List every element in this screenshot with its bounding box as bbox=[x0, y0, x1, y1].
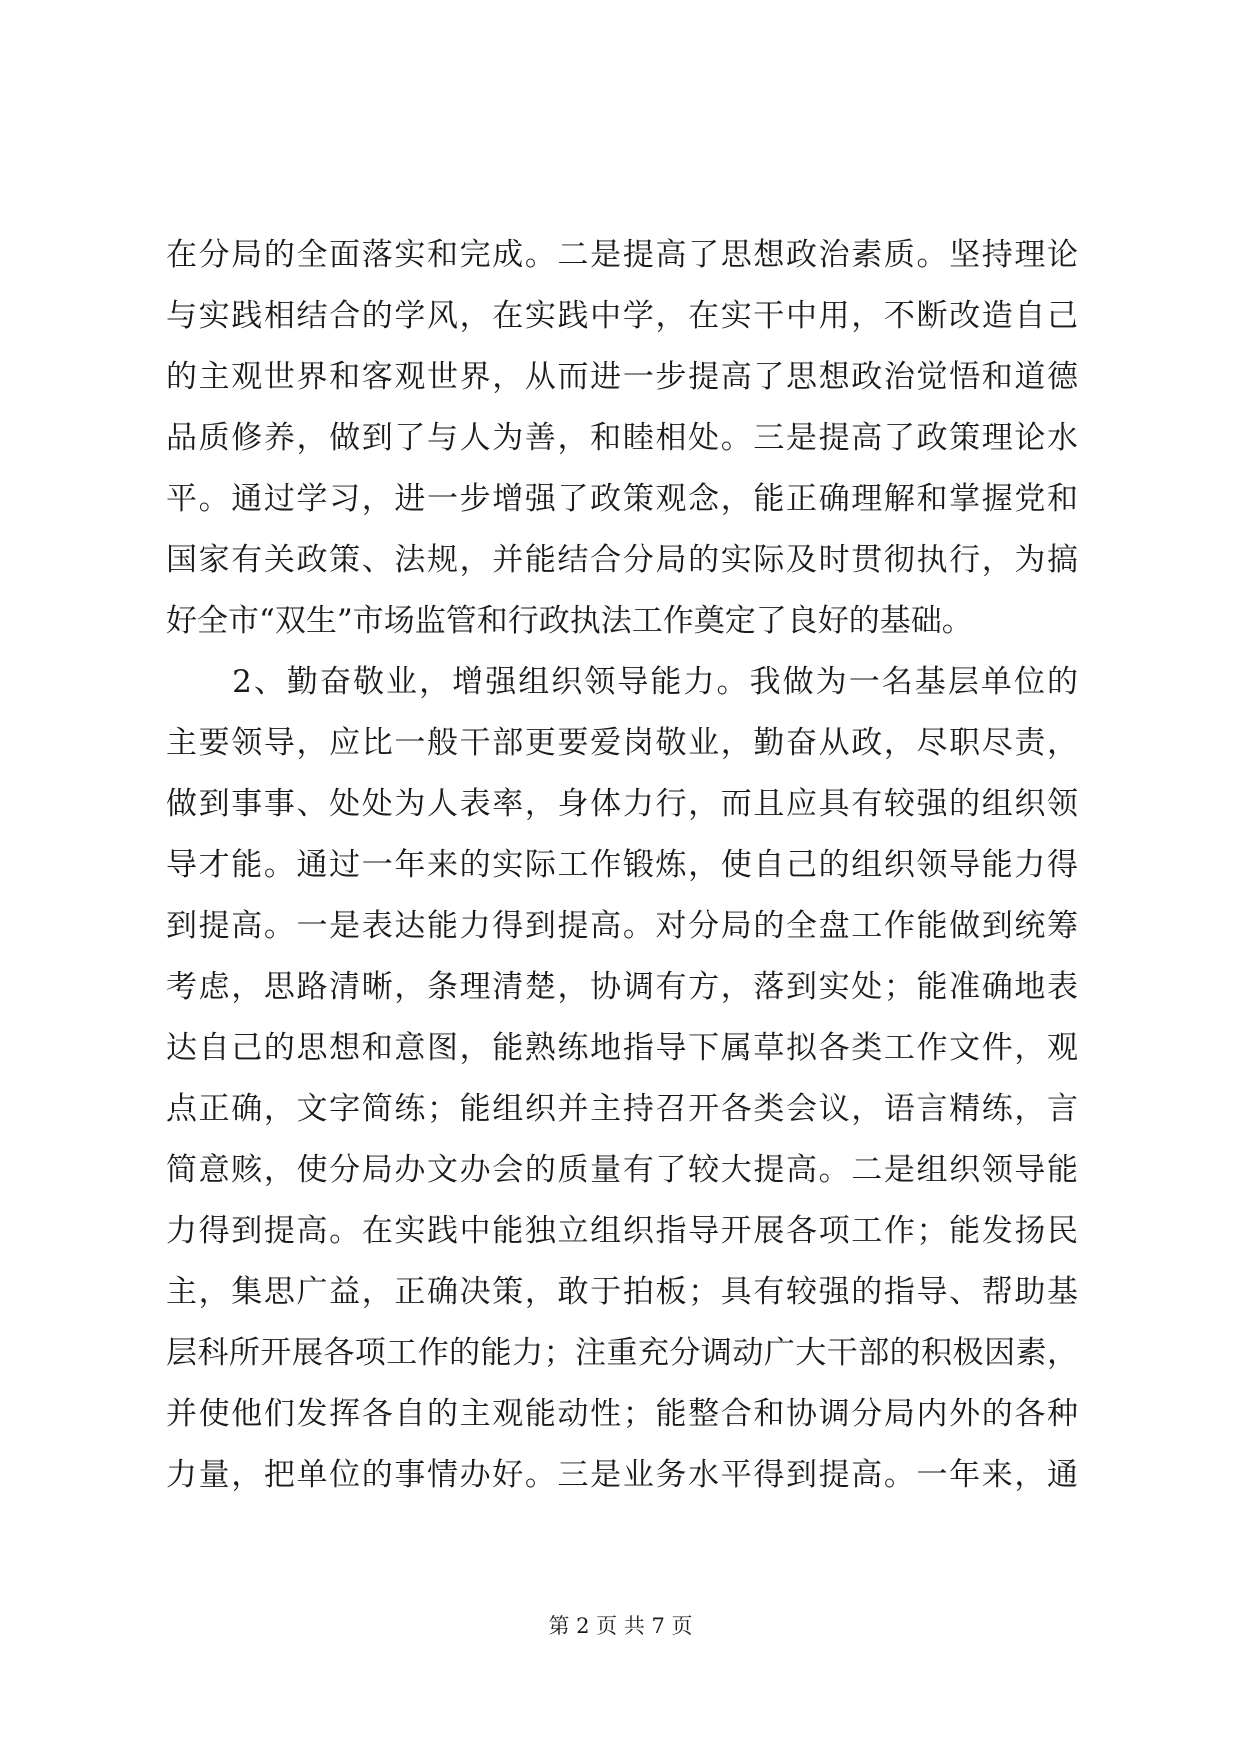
text-line: 品质修养，做到了与人为善，和睦相处。三是提高了政策理论水 bbox=[166, 420, 1078, 456]
text-line: 导才能。通过一年来的实际工作锻炼，使自己的组织领导能力得 bbox=[166, 847, 1078, 883]
text-line: 做到事事、处处为人表率，身体力行，而且应具有较强的组织领 bbox=[166, 786, 1078, 822]
text-line: 主，集思广益，正确决策，敢于拍板；具有较强的指导、帮助基 bbox=[166, 1274, 1078, 1310]
text-line: 考虑，思路清晰，条理清楚，协调有方，落到实处；能准确地表 bbox=[166, 969, 1078, 1005]
text-line: 达自己的思想和意图，能熟练地指导下属草拟各类工作文件，观 bbox=[166, 1030, 1078, 1066]
text-line: 主要领导，应比一般干部更要爱岗敬业，勤奋从政，尽职尽责， bbox=[166, 725, 1078, 761]
text-line: 好全市“双生”市场监管和行政执法工作奠定了良好的基础。 bbox=[166, 603, 973, 639]
text-line: 的主观世界和客观世界，从而进一步提高了思想政治觉悟和道德 bbox=[166, 359, 1078, 395]
text-line: 到提高。一是表达能力得到提高。对分局的全盘工作能做到统筹 bbox=[166, 908, 1078, 944]
text-line: 平。通过学习，进一步增强了政策观念，能正确理解和掌握党和 bbox=[166, 481, 1078, 517]
text-line: 力量，把单位的事情办好。三是业务水平得到提高。一年来，通 bbox=[166, 1457, 1078, 1493]
text-line: 简意赅，使分局办文办会的质量有了较大提高。二是组织领导能 bbox=[166, 1152, 1078, 1188]
text-line: 层科所开展各项工作的能力；注重充分调动广大干部的积极因素， bbox=[166, 1335, 1078, 1371]
text-line: 国家有关政策、法规，并能结合分局的实际及时贯彻执行，为搞 bbox=[166, 542, 1078, 578]
body-text bbox=[166, 225, 1078, 1506]
text-line: 与实践相结合的学风，在实践中学，在实干中用，不断改造自己 bbox=[166, 298, 1078, 334]
text-line: 在分局的全面落实和完成。二是提高了思想政治素质。坚持理论 bbox=[166, 237, 1078, 273]
text-line: 并使他们发挥各自的主观能动性；能整合和协调分局内外的各种 bbox=[166, 1396, 1078, 1432]
text-line: 点正确，文字简练；能组织并主持召开各类会议，语言精练，言 bbox=[166, 1091, 1078, 1127]
text-line: 力得到提高。在实践中能独立组织指导开展各项工作；能发扬民 bbox=[166, 1213, 1078, 1249]
text-line: 2、勤奋敬业，增强组织领导能力。我做为一名基层单位的 bbox=[166, 664, 1078, 700]
page-footer bbox=[0, 1611, 1241, 1641]
page-number: 第 2 页 共 7 页 bbox=[548, 1614, 693, 1638]
